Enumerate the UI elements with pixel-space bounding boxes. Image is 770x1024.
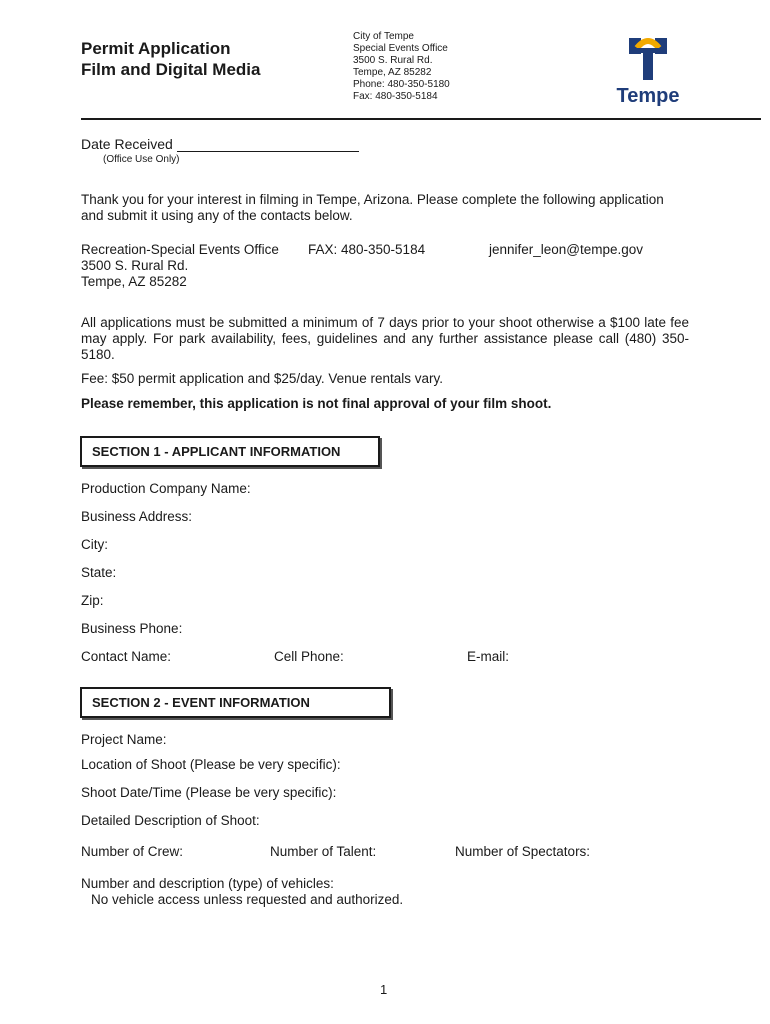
business-phone-field[interactable]: Business Phone: [81, 621, 183, 636]
reminder-notice: Please remember, this application is not final approval of your film shoot. [81, 396, 552, 411]
state-field[interactable]: State: [81, 565, 117, 580]
document-title [81, 38, 260, 80]
vehicles-field[interactable]: Number and description (type) of vehicles: [81, 876, 334, 891]
spectators-count-field[interactable]: Number of Spectators: [455, 844, 591, 859]
submission-notice: All applications must be submitted a minimum of 7 days prior to your shoot otherwise a $100 late fee may apply. For park availability, fees, guidelines and any further assistance please call (480) 350-5180. [81, 315, 689, 362]
title-line-2: Film and Digital Media [81, 60, 261, 79]
date-received-field[interactable] [177, 138, 359, 152]
production-company-field[interactable]: Production Company Name: [81, 481, 251, 496]
contact-name-field[interactable]: Contact Name: [81, 649, 172, 664]
page-number: 1 [380, 982, 388, 997]
office-line: Phone: 480-350-5180 [353, 79, 450, 90]
office-line: Fax: 480-350-5184 [353, 91, 438, 102]
crew-count-field[interactable]: Number of Crew: [81, 844, 184, 859]
contact-fax: FAX: 480-350-5184 [308, 242, 426, 257]
location-field[interactable]: Location of Shoot (Please be very specific): [81, 757, 341, 772]
office-line: City of Tempe [353, 31, 414, 42]
date-received-label: Date Received [81, 136, 173, 152]
vehicle-access-note: No vehicle access unless requested and authorized. [91, 892, 404, 907]
title-line-1: Permit Application [81, 39, 231, 58]
contact-office-name: Recreation-Special Events Office [81, 242, 279, 257]
logo-text: Tempe [616, 85, 680, 107]
contact-address-1: 3500 S. Rural Rd. [81, 258, 189, 273]
date-received-row [81, 136, 359, 152]
contact-email[interactable]: jennifer_leon@tempe.gov [489, 242, 644, 257]
project-name-field[interactable]: Project Name: [81, 732, 167, 747]
contact-address-2: Tempe, AZ 85282 [81, 274, 187, 289]
section2-header: SECTION 2 - EVENT INFORMATION [80, 687, 391, 718]
talent-count-field[interactable]: Number of Talent: [270, 844, 377, 859]
fee-notice: Fee: $50 permit application and $25/day. Venue rentals vary. [81, 371, 443, 386]
office-line: Special Events Office [353, 43, 448, 54]
header-divider [81, 118, 761, 120]
email-field[interactable]: E-mail: [467, 649, 510, 664]
office-address-block [353, 31, 450, 103]
intro-paragraph: Thank you for your interest in filming in Tempe, Arizona. Please complete the following application and submit it using any of the contacts below. [81, 192, 664, 223]
business-address-field[interactable]: Business Address: [81, 509, 193, 524]
cell-phone-field[interactable]: Cell Phone: [274, 649, 344, 664]
description-field[interactable]: Detailed Description of Shoot: [81, 813, 260, 828]
office-line: Tempe, AZ 85282 [353, 67, 432, 78]
city-field[interactable]: City: [81, 537, 108, 552]
tempe-logo [607, 34, 689, 108]
office-use-note: (Office Use Only) [103, 154, 180, 165]
zip-field[interactable]: Zip: [81, 593, 104, 608]
shoot-datetime-field[interactable]: Shoot Date/Time (Please be very specific): [81, 785, 337, 800]
section1-header: SECTION 1 - APPLICANT INFORMATION [80, 436, 380, 467]
office-line: 3500 S. Rural Rd. [353, 55, 433, 66]
